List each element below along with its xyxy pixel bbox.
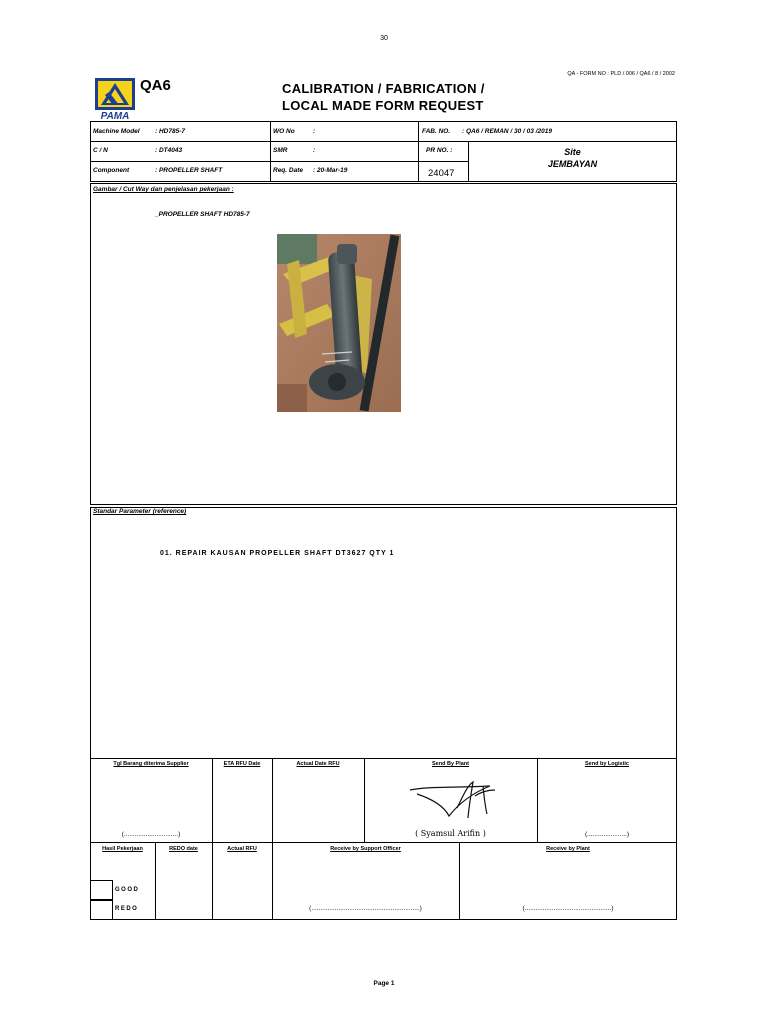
smr-label: SMR: [273, 147, 288, 154]
good-checkbox[interactable]: [90, 880, 113, 900]
pama-logo: [95, 78, 135, 120]
drawing-section-label: Gambar / Cut Way dan penjelasan pekerjaan :: [93, 186, 234, 193]
cn-label: C / N: [93, 147, 108, 154]
req-date-label: Req. Date: [273, 167, 303, 174]
machine-model-label: Machine Model: [93, 128, 140, 135]
send-by-plant-name: ( Syamsul Arifin ): [415, 829, 486, 838]
pr-no-value: 24047: [428, 168, 455, 179]
send-by-logistic-header: Send by Logistic: [584, 761, 629, 767]
fab-no-value: : QA6 / REMAN / 30 / 03 /2019: [462, 128, 552, 135]
title-line-1: CALIBRATION / FABRICATION /: [282, 81, 485, 96]
redo-label: REDO: [115, 906, 139, 912]
site-value: JEMBAYAN: [547, 159, 598, 169]
wo-label: WO No: [273, 128, 295, 135]
receive-by-support-officer-header: Receive by Support Officer: [330, 846, 401, 852]
req-date-value: : 20-Mar-19: [313, 167, 348, 174]
redo-checkbox[interactable]: [90, 900, 113, 920]
caption-text: PROPELLER SHAFT HD785-7: [158, 211, 250, 218]
eta-rfu-date-header: ETA RFU Date: [223, 761, 261, 767]
receive-by-plant-header: Receive by Plant: [546, 846, 590, 852]
approval-col-divider: [272, 758, 273, 843]
site-label: Site: [564, 147, 581, 157]
approval-col-divider: [212, 758, 213, 843]
parameter-text: 01. REPAIR KAUSAN PROPELLER SHAFT DT3627 QTY 1: [160, 550, 395, 557]
logistic-signature-line: (......................): [584, 831, 630, 838]
pr-no-label: PR NO. :: [426, 147, 453, 154]
component-label: Component: [93, 167, 130, 174]
smr-value: :: [313, 147, 316, 154]
header-row-divider: [90, 161, 468, 162]
propeller-shaft-photo: [277, 234, 401, 412]
parameter-section-label: Standar Parameter (reference): [93, 508, 187, 515]
approval-col-divider: [155, 842, 156, 920]
fab-no-label: FAB. NO.: [422, 128, 451, 135]
signature-plant: [405, 778, 505, 828]
supplier-signature-line: (..............................): [121, 831, 181, 838]
wo-value: :: [313, 128, 316, 135]
received-from-supplier-header: Tgl Barang diterima Supplier: [113, 761, 189, 767]
svg-text:PAMA: PAMA: [100, 111, 130, 120]
send-by-plant-header: Send By Plant: [432, 761, 469, 767]
redo-date-header: REDO date: [169, 846, 198, 852]
drawing-caption: [155, 211, 250, 218]
caption-underscore: _: [155, 211, 159, 218]
support-officer-signature-line: (............................................................): [309, 905, 422, 912]
actual-rfu-header: Actual RFU: [227, 846, 257, 852]
form-code: QA6: [140, 77, 171, 94]
work-result-header: Hasil Pekerjaan: [102, 846, 143, 852]
machine-model-value: : HD785-7: [155, 128, 185, 135]
approval-col-divider: [212, 842, 213, 920]
page-footer: Page 1: [373, 980, 395, 987]
form-title: [282, 80, 485, 114]
actual-date-rfu-header: Actual Date RFU: [296, 761, 340, 767]
title-line-2: LOCAL MADE FORM REQUEST: [282, 98, 484, 113]
page-number-top: 30: [380, 35, 388, 42]
header-col-divider: [418, 121, 419, 182]
cn-value: : DT4043: [155, 147, 183, 154]
component-value: : PROPELLER SHAFT: [155, 167, 223, 174]
header-col-divider: [270, 121, 271, 182]
parameter-section: [90, 507, 677, 759]
good-label: GOOD: [115, 887, 140, 893]
form-number: QA - FORM NO : PLD / 006 / QA6 / 8 / 2002: [567, 71, 675, 77]
plant-signature-line: (................................................): [522, 905, 614, 912]
header-row-divider: [90, 141, 677, 142]
